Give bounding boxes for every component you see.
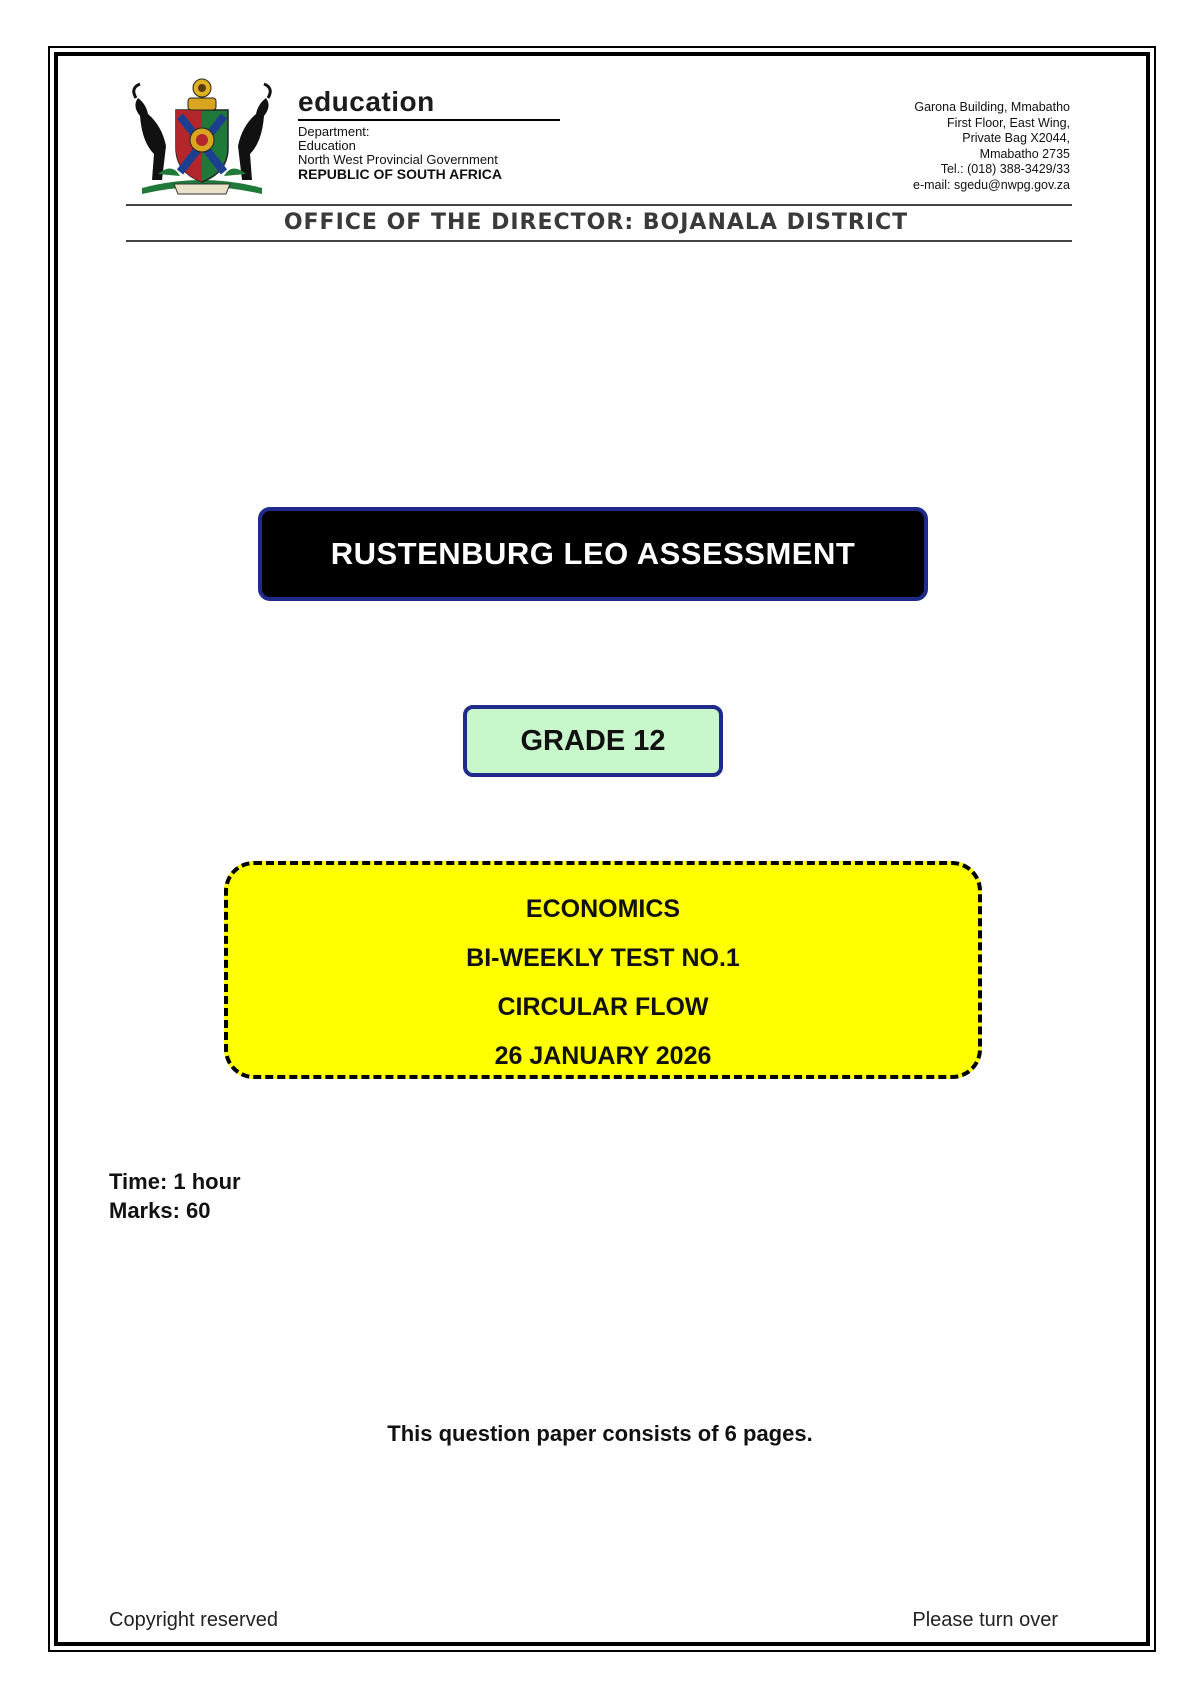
time-allowed: Time: 1 hour [109,1169,241,1194]
test-name: BI-WEEKLY TEST NO.1 [466,944,740,972]
contact-block [913,100,1070,193]
grade-label: GRADE 12 [520,724,666,757]
subject-name: ECONOMICS [525,895,681,923]
brand-word: education [298,86,435,117]
assessment-title: RUSTENBURG LEO ASSESSMENT [330,536,856,571]
coat-of-arms-icon [122,76,282,200]
department-brand [298,88,568,181]
exam-meta [109,1167,241,1225]
page-border-inner [54,52,1150,1646]
brand-rule [298,119,560,121]
dept-line: Education [298,138,356,153]
office-heading: OFFICE OF THE DIRECTOR: BOJANALA DISTRICT [283,210,909,235]
contact-email: e-mail: sgedu@nwpg.gov.za [913,177,1070,192]
total-marks: Marks: 60 [109,1198,211,1223]
dept-line: North West Provincial Government [298,152,498,167]
turn-over-footer: Please turn over [912,1609,1058,1631]
contact-line: Garona Building, Mmabatho [914,100,1070,114]
contact-line: First Floor, East Wing, [947,115,1070,130]
assessment-title-box [258,507,928,601]
contact-line: Mmabatho 2735 [979,146,1070,161]
contact-line: Private Bag X2044, [962,131,1070,145]
dept-line: Department: [298,124,370,139]
letterhead-divider [126,204,1072,206]
page-count-note: This question paper consists of 6 pages. [387,1421,813,1446]
topic-name: CIRCULAR FLOW [497,993,709,1021]
letterhead [112,72,1080,248]
letterhead-divider [126,240,1072,242]
copyright-footer: Copyright reserved [109,1609,278,1631]
test-date: 26 JANUARY 2026 [494,1042,712,1070]
subject-box [224,861,982,1079]
country-line: REPUBLIC OF SOUTH AFRICA [298,166,503,182]
grade-box [463,705,723,777]
contact-line: Tel.: (018) 388-3429/33 [940,162,1070,176]
